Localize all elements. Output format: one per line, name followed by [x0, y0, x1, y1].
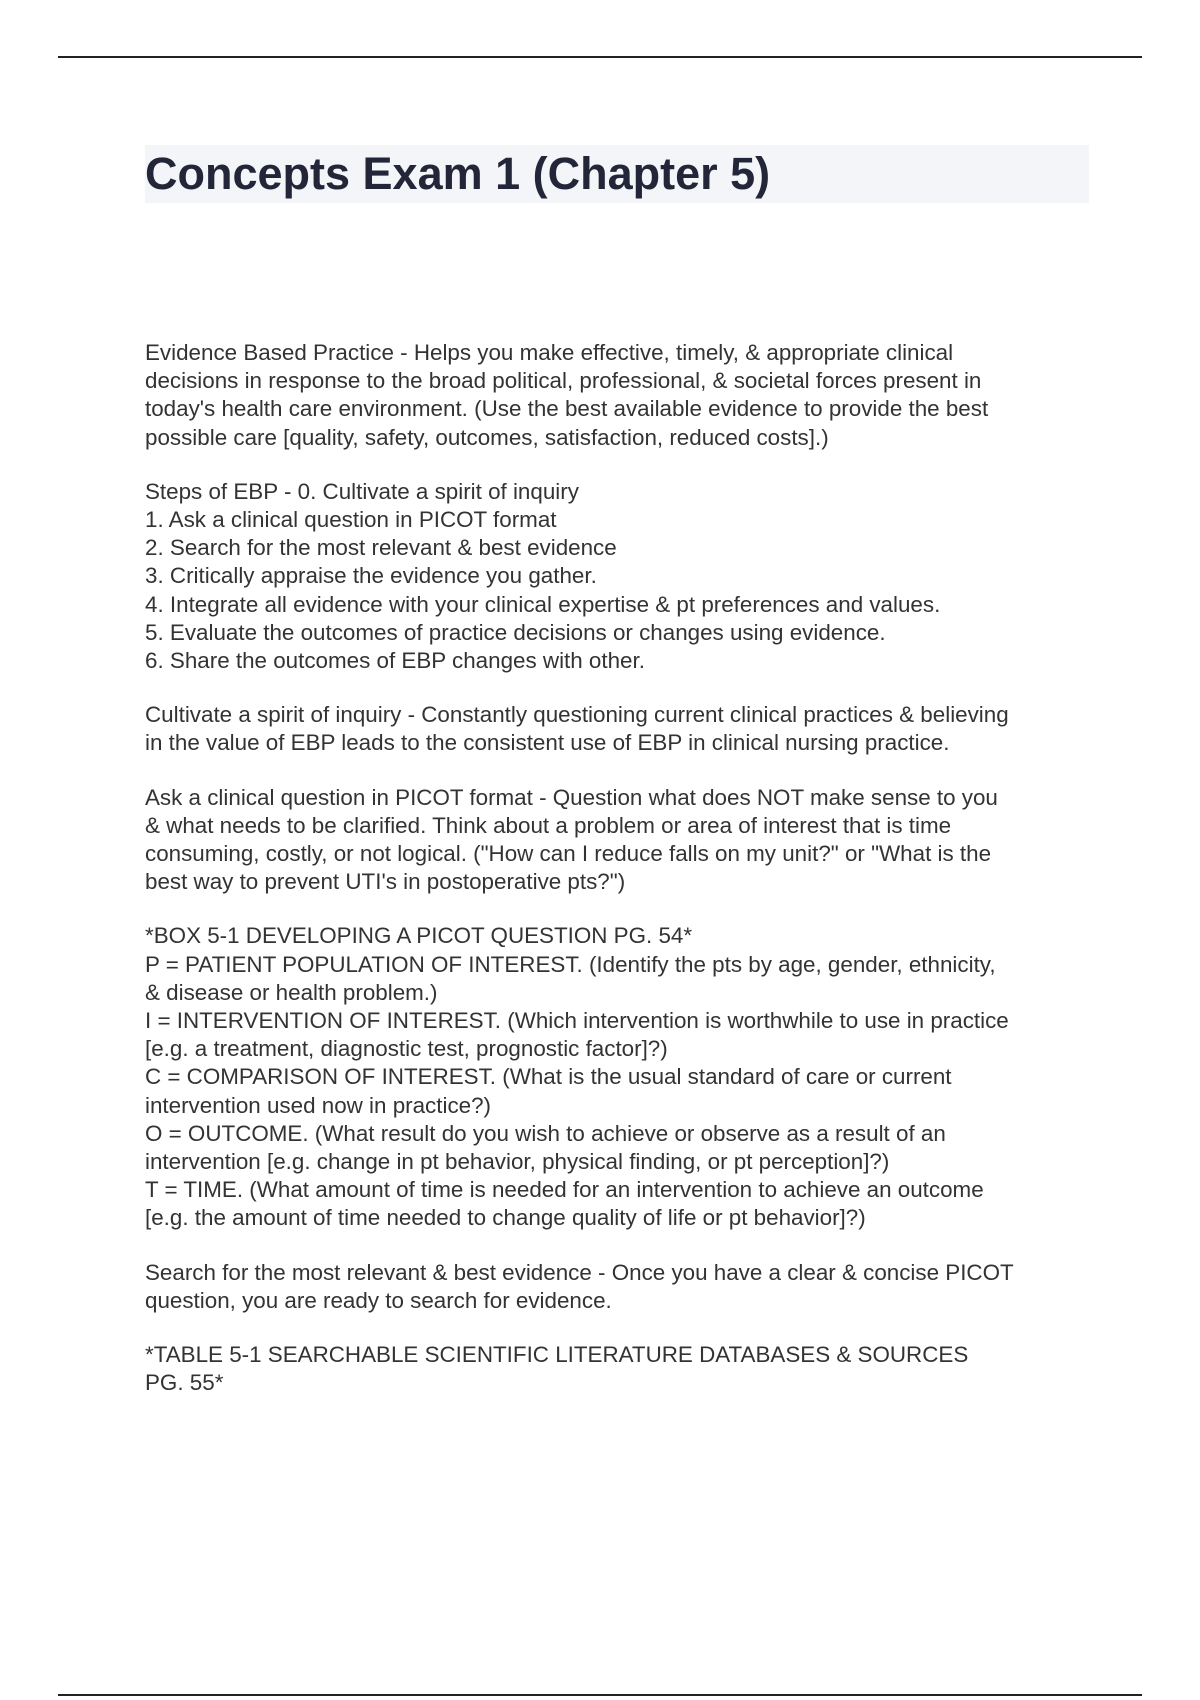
text-line: 4. Integrate all evidence with your clinical expertise & pt preferences and values.: [145, 591, 941, 617]
text-line: question, you are ready to search for evidence.: [145, 1287, 612, 1313]
text-line: I = INTERVENTION OF INTEREST. (Which intervention is worthwhile to use in practice: [145, 1008, 1009, 1034]
page-title: Concepts Exam 1 (Chapter 5): [145, 148, 771, 199]
text-line: 2. Search for the most relevant & best evidence: [145, 535, 617, 561]
text-line: best way to prevent UTI's in postoperative pts?"): [145, 869, 626, 895]
text-line: consuming, costly, or not logical. ("How can I reduce falls on my unit?" or "What is the: [145, 841, 992, 867]
text-line: [e.g. a treatment, diagnostic test, prognostic factor]?): [145, 1036, 668, 1062]
text-line: Ask a clinical question in PICOT format - Question what does NOT make sense to you: [145, 784, 998, 810]
text-line: *BOX 5-1 DEVELOPING A PICOT QUESTION PG. 54*: [145, 923, 693, 949]
text-line: Evidence Based Practice - Helps you make effective, timely, & appropriate clinical: [145, 340, 954, 365]
text-line: [e.g. the amount of time needed to change quality of life or pt behavior]?): [145, 1205, 866, 1231]
text-line: today's health care environment. (Use the best available evidence to provide the best: [145, 396, 989, 422]
paragraph-box-5-1: [145, 922, 1090, 1232]
text-line: T = TIME. (What amount of time is needed for an intervention to achieve an outcome: [145, 1177, 984, 1203]
text-line: *TABLE 5-1 SEARCHABLE SCIENTIFIC LITERATURE DATABASES & SOURCES: [145, 1342, 969, 1368]
text-line: & disease or health problem.): [145, 979, 438, 1005]
text-line: in the value of EBP leads to the consistent use of EBP in clinical nursing practice.: [145, 730, 950, 756]
text-line: 6. Share the outcomes of EBP changes with other.: [145, 648, 645, 674]
text-line: P = PATIENT POPULATION OF INTEREST. (Identify the pts by age, gender, ethnicity,: [145, 951, 996, 977]
paragraph-evidence-based-practice: [145, 339, 1090, 452]
text-line: possible care [quality, safety, outcomes, satisfaction, reduced costs].): [145, 424, 829, 450]
top-rule: [58, 56, 1142, 58]
text-line: O = OUTCOME. (What result do you wish to achieve or observe as a result of an: [145, 1120, 946, 1146]
text-line: Cultivate a spirit of inquiry - Constantly questioning current clinical practices & believing: [145, 702, 1009, 728]
text-line: 1. Ask a clinical question in PICOT format: [145, 507, 557, 533]
bottom-rule: [58, 1694, 1142, 1696]
text-line: 3. Critically appraise the evidence you gather.: [145, 563, 597, 589]
paragraph-search-evidence: [145, 1259, 1090, 1315]
document-body: [145, 339, 1090, 1424]
paragraph-picot-question: [145, 784, 1090, 897]
text-line: C = COMPARISON OF INTEREST. (What is the usual standard of care or current: [145, 1064, 952, 1090]
paragraph-steps-of-ebp: [145, 478, 1090, 675]
text-line: 5. Evaluate the outcomes of practice decisions or changes using evidence.: [145, 619, 886, 645]
text-line: intervention used now in practice?): [145, 1092, 492, 1118]
text-line: Steps of EBP - 0. Cultivate a spirit of inquiry: [145, 478, 579, 504]
text-line: Search for the most relevant & best evidence - Once you have a clear & concise PICOT: [145, 1259, 1014, 1285]
text-line: & what needs to be clarified. Think about a problem or area of interest that is time: [145, 812, 952, 838]
paragraph-table-5-1: [145, 1341, 1090, 1397]
text-line: decisions in response to the broad political, professional, & societal forces present in: [145, 368, 982, 394]
text-line: PG. 55*: [145, 1370, 224, 1396]
text-line: intervention [e.g. change in pt behavior, physical finding, or pt perception]?): [145, 1149, 890, 1175]
paragraph-cultivate-inquiry: [145, 701, 1090, 757]
